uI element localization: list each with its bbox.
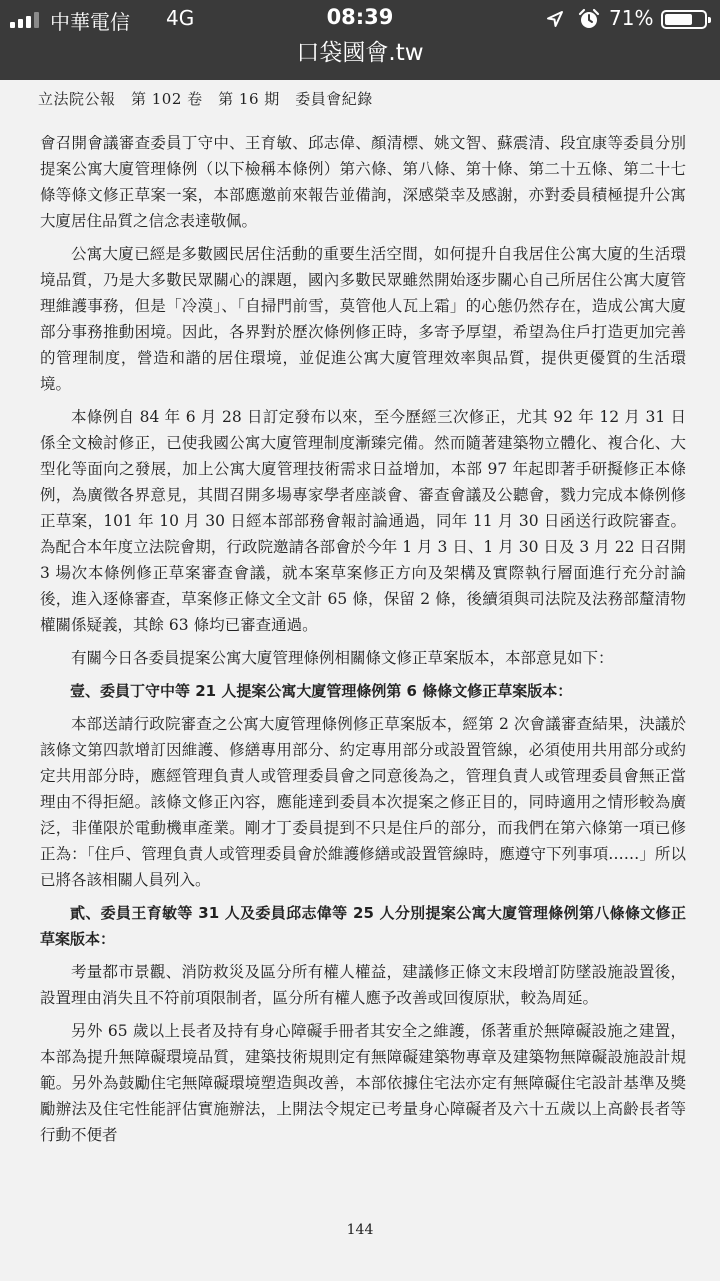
battery-icon xyxy=(661,10,707,29)
body-paragraph: 本條例自 84 年 6 月 28 日訂定發布以來，至今歷經三次修正，尤其 92 年 12 月 31 日係全文檢討修正，已使我國公寓大廈管理制度漸臻完備。然而隨著建築物立體化、複合化、大型化等面向之發展，加上公寓大廈管理技術需求日益增加，本部 97 年起即著手研擬修正本條例，為廣徵各界意見，其間召開多場專家學者座談會、審查會議及公聽會，戮力完成本條例修正草案，101 年 10 月 30 日經本部部務會報討論通過，同年 11 月 30 日函送行政院審查。為配合本年度立法院會期，行政院邀請各部會於今年 1 月 3 日、1 月 30 日及 3 月 22 日召開 3 場次本條例修正草案審查會議，就本案草案修正方向及架構及實際執行層面進行充分討論後，進入逐條審查，草案修正條文全文計 65 條，保留 2 條，後續須與司法院及法務部釐清物權關係疑義，其餘 63 條均已審查通過。 xyxy=(40,408,686,634)
section-heading: 壹、委員丁守中等 21 人提案公寓大廈管理條例第 6 條條文修正草案版本： xyxy=(70,682,573,700)
body-paragraph: 公寓大廈已經是多數國民居住活動的重要生活空間，如何提升自我居住公寓大廈的生活環境品質，乃是大多數民眾關心的課題，國內多數民眾雖然開始逐步關心自己所居住公寓大廈管理維護事務，但是「冷漠」、「自掃門前雪，莫管他人瓦上霜」的心態仍然存在，造成公寓大廈部分事務推動困境。因此，各界對於歷次條例修正時，多寄予厚望，希望為住戶打造更加完善的管理制度，營造和諧的居住環境，並促進公寓大廈管理效率與品質，提供更優質的生活環境。 xyxy=(40,245,686,393)
body-paragraph: 有關今日各委員提案公寓大廈管理條例相關條文修正草案版本，本部意見如下： xyxy=(71,649,614,667)
battery-fill xyxy=(665,14,692,25)
alarm-clock-icon xyxy=(578,8,600,30)
body-paragraph: 會召開會議審查委員丁守中、王育敏、邱志偉、顏清標、姚文智、蘇震清、段宜康等委員分別提案公寓大廈管理條例（以下檢稱本條例）第六條、第八條、第十條、第二十五條、第二十七條等條文修正草案一案，本部應邀前來報告並備詢，深感榮幸及感謝，亦對委員積極提升公寓大廈居住品質之信念表達敬佩。 xyxy=(40,134,686,230)
carrier-name: 中華電信 xyxy=(50,10,130,34)
running-header: 立法院公報 第 102 卷 第 16 期 委員會紀錄 xyxy=(38,90,373,108)
body-paragraph: 考量都市景觀、消防救災及區分所有權人權益，建議修正條文末段增訂防墜設施設置後，設置理由消失且不符前項限制者，區分所有權人應予改善或回復原狀，較為周延。 xyxy=(40,963,686,1007)
battery-percent: 71% xyxy=(609,6,654,30)
site-title[interactable]: 口袋國會.tw xyxy=(296,40,424,66)
location-arrow-icon xyxy=(546,10,564,28)
body-paragraph: 另外 65 歲以上長者及持有身心障礙手冊者其安全之維護，係著重於無障礙設施之建置，本部為提升無障礙環境品質，建築技術規則定有無障礙建築物專章及建築物無障礙設施設計規範。另外為鼓勵住宅無障礙環境塑造與改善，本部依據住宅法亦定有無障礙住宅設計基準及獎勵辦法及住宅性能評估實施辦法，上開法令規定已考量身心障礙者及六十五歲以上高齡長者等行動不便者 xyxy=(40,1022,686,1144)
document-body xyxy=(40,130,686,1155)
network-type: 4G xyxy=(166,6,195,30)
clock-time: 08:39 xyxy=(326,5,394,29)
page-number: 144 xyxy=(346,1222,374,1238)
body-paragraph: 本部送請行政院審查之公寓大廈管理條例修正草案版本，經第 2 次會議審查結果，決議於該條文第四款增訂因維護、修繕專用部分、約定專用部分或設置管線，必須使用共用部分或約定共用部分時，應經管理負責人或管理委員會之同意後為之，管理負責人或管理委員會無正當理由不得拒絕。該條文修正內容，應能達到委員本次提案之修正目的，同時適用之情形較為廣泛，非僅限於電動機車產業。剛才丁委員提到不只是住戶的部分，而我們在第六條第一項已修正為：「住戶、管理負責人或管理委員會於維護修繕或設置管線時，應遵守下列事項……」所以已將各該相關人員列入。 xyxy=(40,715,686,889)
section-heading: 貳、委員王育敏等 31 人及委員邱志偉等 25 人分別提案公寓大廈管理條例第八條條文修正草案版本： xyxy=(40,904,686,948)
url-title-bar[interactable] xyxy=(0,38,720,80)
status-bar xyxy=(0,0,720,38)
